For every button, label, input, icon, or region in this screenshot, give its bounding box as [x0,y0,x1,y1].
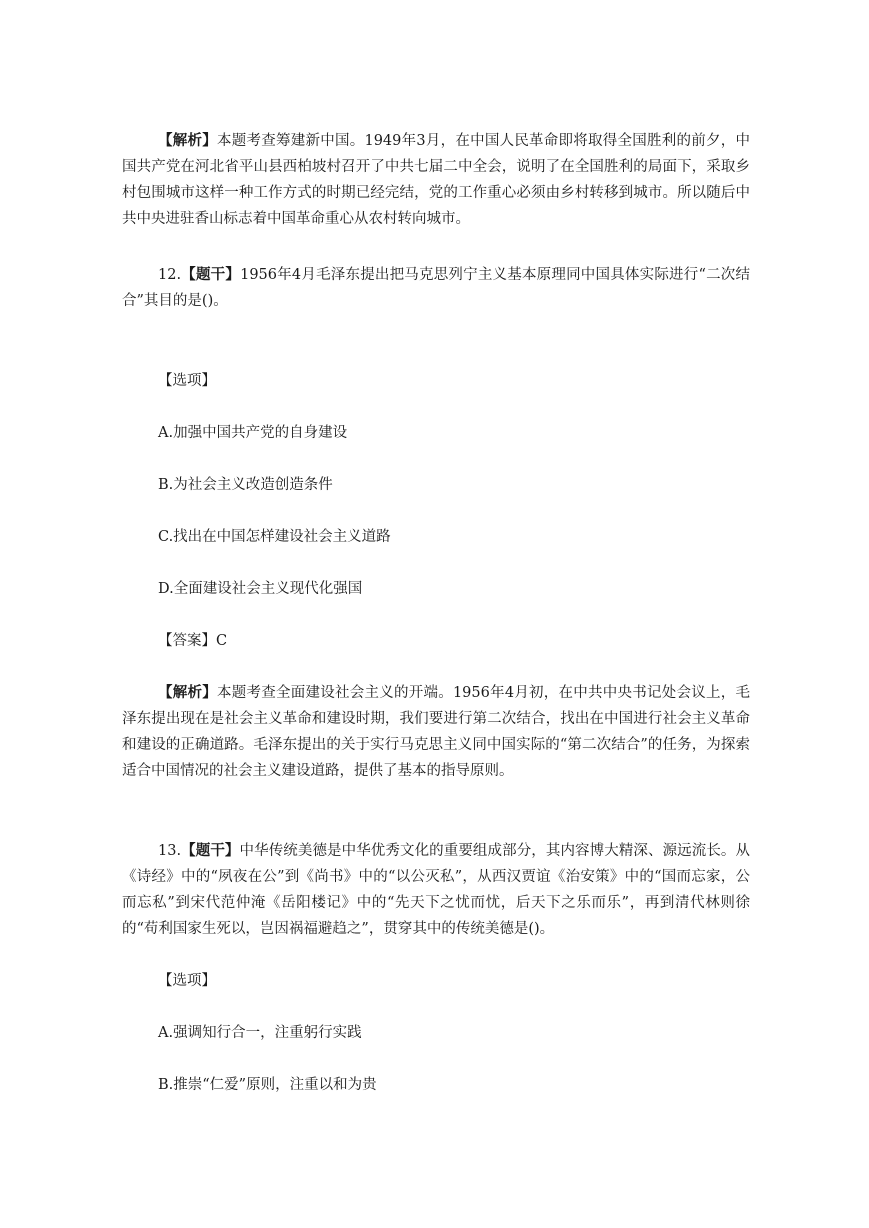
q13-option-a: A.强调知行合一，注重躬行实践 [158,1025,362,1041]
q11-analysis-tag: 【解析】 [158,132,217,149]
q13-stem-text: 中华传统美德是中华优秀文化的重要组成部分，其内容博大精深、源远流长。从《诗经》中的“夙夜在公”到《尚书》中的“以公灭私”，从西汉贾谊《治安策》中的“国而忘家，公而忘私”到宋代范仲淹《岳阳楼记》中的“先天下之忧而忧，后天下之乐而乐”，再到清代林则徐的“苟利国家生死以，岂因祸福避趋之”，贯穿其中的传统美德是()。 [122,843,751,937]
q12-number: 12. [158,267,182,283]
q11-analysis [122,128,750,232]
q12-stem [122,262,750,314]
q13-option-b: B.推崇“仁爱”原则，注重以和为贵 [158,1077,377,1093]
q12-option-d: D.全面建设社会主义现代化强国 [158,581,363,597]
q12-analysis [122,680,750,784]
q12-options-label: 【选项】 [158,373,216,389]
q13-number: 13. [158,843,182,859]
q13-options-label: 【选项】 [158,973,216,989]
q12-analysis-text: 本题考查全面建设社会主义的开端。1956年4月初，在中共中央书记处会议上，毛泽东提出现在是社会主义革命和建设时期，我们要进行第二次结合，找出在中国进行社会主义革命和建设的正确道路。毛泽东提出的关于实行马克思主义同中国实际的“第二次结合”的任务，为探索适合中国情况的社会主义建设道路，提供了基本的指导原则。 [122,685,751,779]
q13-stem-tag: 【题干】 [181,842,240,859]
q12-stem-tag: 【题干】 [181,266,241,283]
q12-option-a: A.加强中国共产党的自身建设 [158,425,348,441]
q12-answer-tag: 【答案】 [158,633,216,649]
q12-stem-text: 1956年4月毛泽东提出把马克思列宁主义基本原理同中国具体实际进行“二次结合”其目的是()。 [122,267,750,309]
q12-option-b: B.为社会主义改造创造条件 [158,477,333,493]
q12-analysis-tag: 【解析】 [158,684,217,701]
q13-stem [122,838,750,942]
q12-answer-value: C [216,633,228,649]
q12-answer [158,628,227,654]
q11-analysis-text: 本题考查筹建新中国。1949年3月，在中国人民革命即将取得全国胜利的前夕，中国共产党在河北省平山县西柏坡村召开了中共七届二中全会，说明了在全国胜利的局面下，采取乡村包围城市这样一种工作方式的时期已经完结，党的工作重心必须由乡村转移到城市。所以随后中共中央进驻香山标志着中国革命重心从农村转向城市。 [122,133,751,227]
q12-option-c: C.找出在中国怎样建设社会主义道路 [158,529,391,545]
